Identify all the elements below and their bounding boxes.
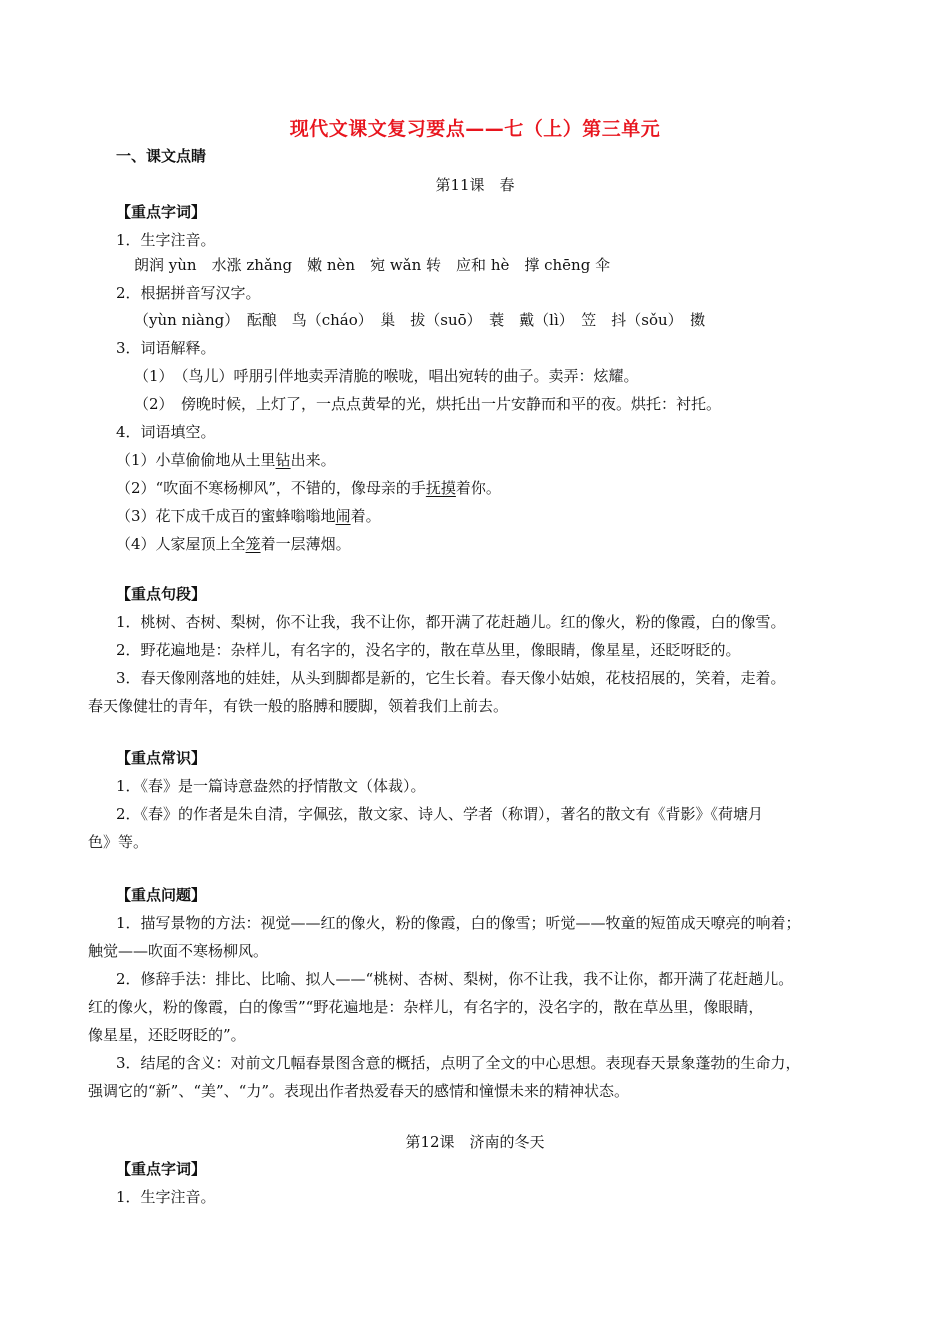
fill-text: 着。: [350, 507, 381, 525]
question-hanzi: 2．根据拼音写汉字。: [116, 284, 261, 302]
sentence-2: 2．野花遍地是：杂样儿，有名字的，没名字的，散在草丛里，像眼睛，像星星，还眨呀眨的。: [116, 641, 741, 659]
sentence-1: 1．桃树、杏树、梨树，你不让我，我不让你，都开满了花赶趟儿。红的像火，粉的像霞，白的像雪。: [116, 613, 786, 631]
document-title: 现代文课文复习要点——七（上）第三单元: [289, 118, 661, 140]
question-answer-2-cont: 红的像火，粉的像霞，白的像雪”“野花遍地是：杂样儿，有名字的，没名字的，散在草丛里，像眼睛，: [88, 998, 764, 1016]
section-heading: 一、课文点睛: [116, 147, 207, 165]
fill-text: （1）小草偷偷地从土里: [116, 451, 276, 469]
fill-item-1: [116, 450, 336, 470]
sentence-3: 3．春天像刚落地的娃娃，从头到脚都是新的，它生长着。春天像小姑娘，花枝招展的，笑着，走着。: [116, 669, 786, 687]
fill-word: 笼: [245, 535, 261, 553]
question-answer-2: 2．修辞手法：排比、比喻、拟人——“桃树、杏树、梨树，你不让我，我不让你，都开满了花赶趟儿。: [116, 970, 794, 988]
fill-text: 着一层薄烟。: [260, 535, 351, 553]
key-knowledge-header: 【重点常识】: [116, 749, 207, 767]
fill-text: 着你。: [455, 479, 501, 497]
hanzi-line: （yùn niàng） 酝酿 鸟（cháo） 巢 拔（suō） 蓑 戴（lì） 笠 抖（sǒu） 擞: [134, 311, 706, 329]
fill-item-2: [116, 478, 501, 498]
fill-word: 抚摸: [425, 479, 456, 497]
question-answer-1-cont: 触觉——吹面不寒杨柳风。: [88, 942, 269, 960]
question-answer-1: 1．描写景物的方法：视觉——红的像火，粉的像霞，白的像雪；听觉——牧童的短笛成天嘹亮的响着；: [116, 914, 801, 932]
lesson-11-heading: 第11课 春: [435, 176, 515, 194]
fill-item-4: [116, 534, 351, 554]
key-questions-header: 【重点问题】: [116, 886, 207, 904]
fill-item-3: [116, 506, 381, 526]
definition-2: （2） 傍晚时候，上灯了，一点点黄晕的光，烘托出一片安静而和平的夜。烘托：衬托。: [134, 395, 722, 413]
fill-text: 出来。: [290, 451, 336, 469]
definition-1: （1） （鸟儿）呼朋引伴地卖弄清脆的喉咙，唱出宛转的曲子。卖弄：炫耀。: [134, 367, 639, 385]
fill-text: （2）“吹面不寒杨柳风”，不错的，像母亲的手: [116, 479, 426, 497]
question-definitions: 3．词语解释。: [116, 339, 216, 357]
lesson-12-question-pinyin: 1．生字注音。: [116, 1188, 216, 1206]
lesson-12-key-words-header: 【重点字词】: [116, 1160, 207, 1178]
sentence-3-cont: 春天像健壮的青年，有铁一般的胳膊和腰脚，领着我们上前去。: [88, 697, 509, 715]
question-pinyin: 1．生字注音。: [116, 231, 216, 249]
knowledge-2: 2．《春》的作者是朱自清，字佩弦，散文家、诗人、学者（称谓），著名的散文有《背影》《荷塘月: [116, 805, 764, 823]
fill-word: 闹: [335, 507, 351, 525]
pinyin-line: 朗润 yùn 水涨 zhǎng 嫩 nèn 宛 wǎn 转 应和 hè 撑 chēng 伞: [134, 256, 611, 274]
fill-text: （4）人家屋顶上全: [116, 535, 246, 553]
question-answer-3-cont: 强调它的“新”、“美”、“力”。表现出作者热爱春天的感情和憧憬未来的精神状态。: [88, 1082, 630, 1100]
fill-text: （3）花下成千成百的蜜蜂嗡嗡地: [116, 507, 336, 525]
fill-word: 钻: [275, 451, 291, 469]
key-sentences-header: 【重点句段】: [116, 585, 207, 603]
key-words-header: 【重点字词】: [116, 203, 207, 221]
question-answer-2-cont: 像星星，还眨呀眨的”。: [88, 1026, 246, 1044]
knowledge-1: 1．《春》是一篇诗意盎然的抒情散文（体裁）。: [116, 777, 426, 795]
question-answer-3: 3．结尾的含义：对前文几幅春景图含意的概括，点明了全文的中心思想。表现春天景象蓬勃的生命力，: [116, 1054, 801, 1072]
question-fill: 4．词语填空。: [116, 423, 216, 441]
lesson-12-heading: 第12课 济南的冬天: [405, 1133, 545, 1151]
knowledge-2-cont: 色》等。: [88, 833, 149, 851]
